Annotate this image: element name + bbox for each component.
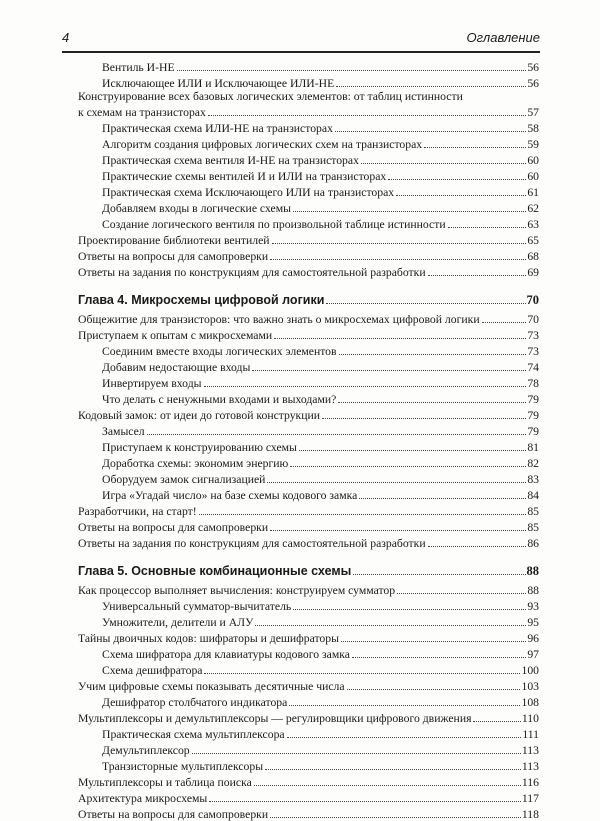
dot-leader [322, 418, 526, 419]
dot-leader [147, 434, 527, 435]
toc-entry-title: Создание логического вентиля по произвольной таблице истинности [102, 218, 446, 231]
toc-line [102, 342, 539, 358]
dot-leader [473, 721, 520, 722]
dot-leader [289, 705, 520, 706]
toc-line [78, 709, 539, 725]
toc-row [0, 58, 600, 74]
toc-entry-title: Общежитие для транзисторов: что важно знать о микросхемах цифровой логики [78, 313, 480, 326]
toc-row [0, 518, 600, 534]
toc-line [102, 661, 539, 677]
dot-leader [299, 450, 526, 451]
toc-row [0, 693, 600, 709]
dot-leader [482, 322, 527, 323]
toc-row [0, 119, 600, 135]
toc-line [102, 438, 539, 454]
page-ref: 65 [527, 234, 539, 247]
page-ref: 84 [527, 489, 539, 502]
toc-entry-title: Ответы на задания по конструкциям для самостоятельной разработки [78, 537, 426, 550]
toc-entry-title: Практическая схема Исключающего ИЛИ на транзисторах [102, 186, 395, 199]
toc-entry-title: Замысел [102, 425, 145, 438]
toc-entry-title: Дешифратор столбчатого индикатора [102, 696, 288, 709]
toc-line [102, 58, 539, 74]
dot-leader [208, 115, 526, 116]
dot-leader [209, 801, 521, 802]
page-ref: 62 [527, 202, 539, 215]
dot-leader [448, 227, 527, 228]
toc-line [78, 502, 539, 518]
page-ref: 56 [527, 61, 539, 74]
dot-leader [204, 673, 520, 674]
toc-line [102, 199, 539, 215]
toc-entry-title: Приступаем к конструированию схемы [102, 441, 297, 454]
page-ref: 58 [527, 122, 539, 135]
toc-line [78, 263, 539, 279]
toc-entry-title: Игра «Угадай число» на базе схемы кодового замка [102, 489, 358, 502]
page-ref: 113 [521, 744, 539, 757]
page-ref: 63 [527, 218, 539, 231]
toc-line [102, 422, 539, 438]
dot-leader [338, 402, 526, 403]
toc-line [78, 406, 539, 422]
toc-row [0, 534, 600, 550]
page-ref: 79 [527, 393, 539, 406]
toc-line [102, 215, 539, 231]
toc-entry-title: Мультиплексоры и таблица поиска [78, 776, 252, 789]
page-ref: 88 [527, 584, 539, 597]
dot-leader [287, 737, 522, 738]
toc-entry-title: Соединим вместе входы логических элементов [102, 345, 337, 358]
toc-entry-title: Вентиль И-НЕ [102, 61, 175, 74]
dot-leader [293, 609, 526, 610]
toc-row [0, 629, 600, 645]
toc-row [0, 789, 600, 805]
toc-row [0, 374, 600, 390]
dot-leader [428, 546, 527, 547]
dot-leader [353, 574, 525, 575]
header-rule [62, 51, 540, 53]
dot-leader [388, 179, 526, 180]
toc-line [102, 454, 539, 470]
toc-line [78, 629, 539, 645]
page-ref: 95 [527, 616, 539, 629]
dot-leader [272, 243, 527, 244]
toc-chapter-row [0, 291, 600, 307]
toc-row [0, 406, 600, 422]
dot-leader [352, 657, 526, 658]
page-ref: 69 [527, 266, 539, 279]
dot-leader [347, 689, 521, 690]
toc-line [102, 74, 539, 90]
dot-leader [265, 769, 521, 770]
toc-row [0, 454, 600, 470]
page-ref: 56 [527, 77, 539, 90]
page-header [62, 30, 540, 48]
toc-line [102, 693, 539, 709]
dot-leader [199, 514, 527, 515]
dot-leader [177, 70, 527, 71]
toc-entry-title: к схемам на транзисторах [78, 106, 206, 119]
toc-row [0, 247, 600, 263]
toc-line [102, 741, 539, 757]
toc-entry-title: Исключающее ИЛИ и Исключающее ИЛИ-НЕ [102, 77, 335, 90]
toc-line [102, 135, 539, 151]
toc-row [0, 438, 600, 454]
page-ref: 78 [527, 377, 539, 390]
toc-entry-title: Практическая схема ИЛИ-НЕ на транзисторах [102, 122, 333, 135]
page-ref: 103 [521, 680, 539, 693]
toc-entry-title: Тайны двоичных кодов: шифраторы и дешифраторы [78, 632, 339, 645]
toc-line [102, 725, 539, 741]
toc-line [102, 613, 539, 629]
running-title: Оглавление [466, 30, 540, 45]
toc-row [0, 358, 600, 374]
page-ref: 81 [527, 441, 539, 454]
dot-leader [361, 163, 526, 164]
toc-entry-title: Архитектура микросхемы [78, 792, 208, 805]
toc-row [0, 597, 600, 613]
dot-leader [341, 641, 526, 642]
toc-line [102, 358, 539, 374]
toc-line [78, 103, 539, 119]
page-ref: 116 [521, 776, 539, 789]
toc-row [0, 135, 600, 151]
toc-entry-title: Добавим недостающие входы [102, 361, 251, 374]
toc-line [78, 581, 539, 597]
page-ref: 79 [527, 409, 539, 422]
page-ref: 96 [527, 632, 539, 645]
page-ref: 73 [527, 345, 539, 358]
toc-row [0, 470, 600, 486]
dot-leader [293, 211, 526, 212]
toc-row [0, 486, 600, 502]
toc-row [0, 661, 600, 677]
toc-row [0, 342, 600, 358]
toc-line [102, 645, 539, 661]
page-ref: 60 [527, 170, 539, 183]
page-ref: 118 [521, 808, 539, 821]
toc-line [102, 167, 539, 183]
toc-row [0, 725, 600, 741]
page-ref: 111 [522, 728, 539, 741]
dot-leader [326, 303, 525, 304]
toc-entry-title: Ответы на вопросы для самопроверки [78, 808, 269, 821]
page-ref: 85 [527, 521, 539, 534]
toc-row [0, 773, 600, 789]
toc-line [78, 518, 539, 534]
toc-chapter-row [0, 562, 600, 578]
toc-entry-title: Разработчики, на старт! [78, 505, 197, 518]
page-ref: 97 [527, 648, 539, 661]
toc-line [102, 374, 539, 390]
chapter-title: Глава 4. Микросхемы цифровой логики [78, 293, 325, 307]
toc-line [78, 789, 539, 805]
toc-entry-title: Транзисторные мультиплексоры [102, 760, 264, 773]
toc-line [78, 326, 539, 342]
dot-leader [290, 466, 526, 467]
page-ref: 85 [527, 505, 539, 518]
toc-line [78, 773, 539, 789]
dot-leader [274, 338, 526, 339]
toc-entry-lead: Конструирование всех базовых логических элементов: от таблиц истинности [78, 90, 463, 103]
toc-row [0, 183, 600, 199]
toc-row [0, 310, 600, 326]
page-ref: 88 [526, 564, 539, 578]
toc-line [102, 470, 539, 486]
dot-leader [396, 195, 526, 196]
page-ref: 68 [527, 250, 539, 263]
page-ref: 70 [527, 313, 539, 326]
toc-entry-title: Приступаем к опытам с микросхемами [78, 329, 273, 342]
toc-entry-title: Схема дешифратора [102, 664, 203, 677]
toc-line [78, 534, 539, 550]
toc-entry-title: Ответы на задания по конструкциям для самостоятельной разработки [78, 266, 426, 279]
toc-line [102, 183, 539, 199]
toc-entry-title: Оборудуем замок сигнализацией [102, 473, 266, 486]
toc-line [102, 597, 539, 613]
page-ref: 70 [526, 293, 539, 307]
toc-entry-title: Схема шифратора для клавиатуры кодового замка [102, 648, 350, 661]
toc-row [0, 390, 600, 406]
toc-row [0, 581, 600, 597]
page-ref: 57 [527, 106, 539, 119]
toc-row [0, 422, 600, 438]
toc-row [0, 645, 600, 661]
toc-entry-title: Ответы на вопросы для самопроверки [78, 250, 269, 263]
page-ref: 73 [527, 329, 539, 342]
toc-entry-title: Как процессор выполняет вычисления: конструируем сумматор [78, 584, 396, 597]
toc-row [0, 741, 600, 757]
toc-line [78, 310, 539, 326]
page-ref: 100 [521, 664, 539, 677]
toc-line [102, 390, 539, 406]
toc-entry-title: Практическая схема вентиля И-НЕ на транзисторах [102, 154, 359, 167]
toc-entry-title: Алгоритм создания цифровых логических схем на транзисторах [102, 138, 423, 151]
page-ref: 93 [527, 600, 539, 613]
toc-entry-title: Что делать с ненужными входами и выходами? [102, 393, 337, 406]
toc-row [0, 757, 600, 773]
toc-entry-title: Кодовый замок: от идеи до готовой конструкции [78, 409, 320, 422]
dot-leader [335, 131, 526, 132]
page-ref: 60 [527, 154, 539, 167]
page-number: 4 [62, 30, 70, 45]
toc-entry-title: Ответы на вопросы для самопроверки [78, 521, 269, 534]
toc-entry-title: Практическая схема мультиплексора [102, 728, 285, 741]
page-ref: 61 [527, 186, 539, 199]
toc-line [102, 119, 539, 135]
toc-entry-title: Умножители, делители и АЛУ [102, 616, 254, 629]
dot-leader [339, 354, 527, 355]
page-ref: 110 [521, 712, 539, 725]
page-ref: 86 [527, 537, 539, 550]
toc-entry-title: Проектирование библиотеки вентилей [78, 234, 270, 247]
page-ref: 117 [521, 792, 539, 805]
page-ref: 79 [527, 425, 539, 438]
toc-entry-title: Учим цифровые схемы показывать десятичные числа [78, 680, 345, 693]
toc-row [0, 709, 600, 725]
toc-line [102, 757, 539, 773]
dot-leader [192, 753, 521, 754]
dot-leader [397, 593, 526, 594]
toc-line [78, 677, 539, 693]
dot-leader [252, 370, 526, 371]
toc-row [0, 805, 600, 821]
toc-line [102, 151, 539, 167]
toc-entry-title: Универсальный сумматор-вычитатель [102, 600, 292, 613]
toc-row [0, 167, 600, 183]
toc-line [78, 231, 539, 247]
dot-leader [359, 498, 526, 499]
dot-leader [204, 386, 527, 387]
dot-leader [424, 147, 526, 148]
toc-entry-title: Демультиплексор [102, 744, 190, 757]
toc-entry-title: Мультиплексоры и демультиплексоры — регулировщики цифрового движения [78, 712, 472, 725]
page-ref: 74 [527, 361, 539, 374]
toc-row [0, 215, 600, 231]
page-ref: 108 [521, 696, 539, 709]
toc-line [78, 247, 539, 263]
page-ref: 83 [527, 473, 539, 486]
dot-leader [270, 530, 526, 531]
toc-line [102, 486, 539, 502]
toc-row [0, 103, 600, 119]
toc-entry-title: Инвертируем входы [102, 377, 202, 390]
toc-row [0, 502, 600, 518]
toc-row [0, 263, 600, 279]
toc-line [78, 805, 539, 821]
page-ref: 59 [527, 138, 539, 151]
toc-row [0, 613, 600, 629]
toc-entry-title: Практические схемы вентилей И и ИЛИ на транзисторах [102, 170, 387, 183]
toc-line [78, 562, 539, 578]
page-ref: 113 [521, 760, 539, 773]
toc-entry-title: Добавляем входы в логические схемы [102, 202, 291, 215]
dot-leader [255, 625, 526, 626]
dot-leader [336, 86, 526, 87]
page-ref: 82 [527, 457, 539, 470]
toc-row [0, 231, 600, 247]
dot-leader [270, 817, 521, 818]
toc-row [0, 151, 600, 167]
chapter-title: Глава 5. Основные комбинационные схемы [78, 564, 352, 578]
dot-leader [270, 259, 526, 260]
dot-leader [267, 482, 526, 483]
toc-row [0, 74, 600, 90]
dot-leader [428, 275, 527, 276]
toc-row [0, 199, 600, 215]
dot-leader [254, 785, 521, 786]
toc-entry-title: Доработка схемы: экономим энергию [102, 457, 289, 470]
toc-row [0, 326, 600, 342]
toc-line [78, 291, 539, 307]
toc-row [0, 677, 600, 693]
